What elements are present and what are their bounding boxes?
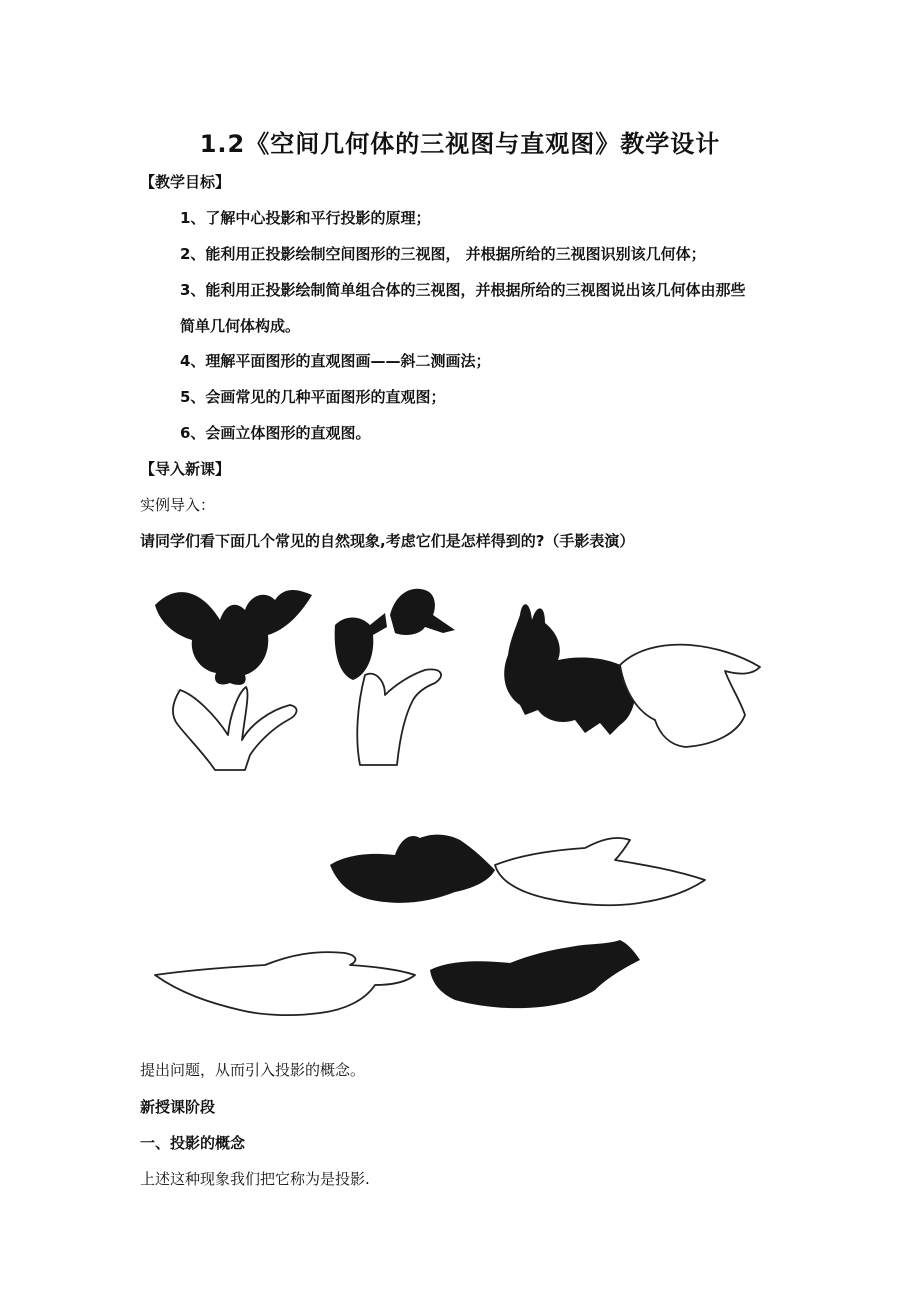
bird-hands-illustration <box>173 687 297 770</box>
goat-hands-illustration <box>495 838 705 905</box>
concept-heading: 一、投影的概念 <box>140 1134 246 1152</box>
dog-hands-illustration <box>155 952 415 1015</box>
example-label: 实例导入： <box>140 496 216 514</box>
bird-shadow-illustration <box>150 575 320 775</box>
hand-shadow-figure <box>140 565 780 1035</box>
goal-item-3: 3、能利用正投影绘制简单组合体的三视图，并根据所给的三视图说出该几何体由那些 <box>180 281 746 299</box>
dog-silhouette <box>430 940 640 1008</box>
bird-silhouette <box>155 590 312 685</box>
goal-item-3-continued: 简单几何体构成。 <box>180 317 301 335</box>
goal-item-5: 5、会画常见的几种平面图形的直观图； <box>180 388 446 406</box>
duck-shadow-illustration <box>325 575 475 775</box>
duck-hands-illustration <box>357 669 441 765</box>
rabbit-hands-illustration <box>620 645 760 747</box>
animal-shadow-illustration-1 <box>325 820 725 930</box>
document-title: 1.2《空间几何体的三视图与直观图》教学设计 <box>199 130 721 158</box>
goal-item-2: 2、能利用正投影绘制空间图形的三视图， 并根据所给的三视图识别该几何体； <box>180 245 706 263</box>
goal-item-6: 6、会画立体图形的直观图。 <box>180 424 371 442</box>
rabbit-silhouette <box>504 604 635 735</box>
animal-shadow-illustration-2 <box>150 925 670 1035</box>
goal-item-4: 4、理解平面图形的直观图画——斜二测画法； <box>180 352 491 370</box>
question-text: 请同学们看下面几个常见的自然现象,考虑它们是怎样得到的?（手影表演） <box>140 532 635 550</box>
stage-heading: 新授课阶段 <box>140 1098 216 1116</box>
rabbit-shadow-illustration <box>490 595 780 795</box>
duck-head-silhouette-left <box>335 613 387 680</box>
section-intro: 【导入新课】 <box>140 460 231 478</box>
goat-silhouette <box>330 835 495 903</box>
goal-item-1: 1、了解中心投影和平行投影的原理； <box>180 209 431 227</box>
concept-text: 上述这种现象我们把它称为是投影. <box>140 1170 370 1188</box>
question-followup: 提出问题，从而引入投影的概念。 <box>140 1061 366 1079</box>
section-teaching-goals: 【教学目标】 <box>140 173 231 191</box>
duck-head-silhouette-right <box>390 589 455 635</box>
